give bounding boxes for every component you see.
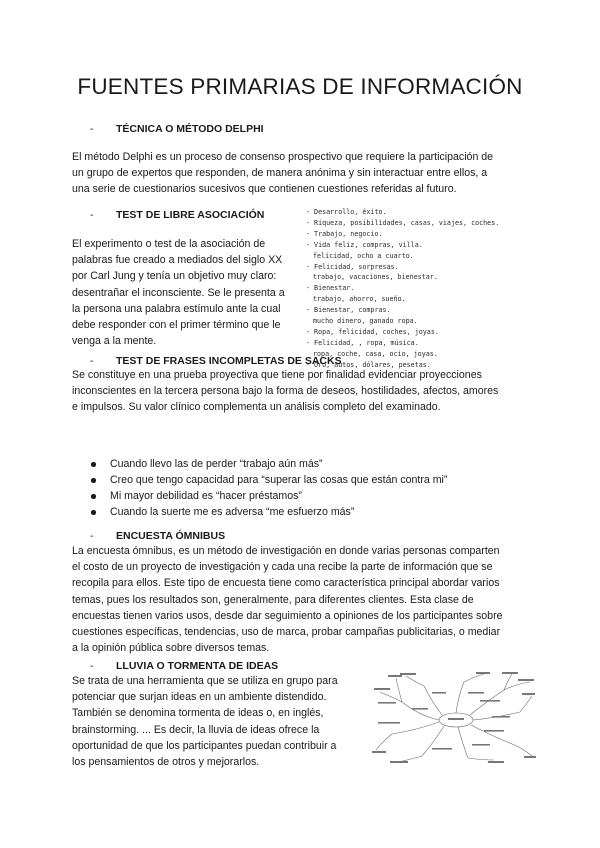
heading-text: TEST DE FRASES INCOMPLETAS DE SACKS: [116, 355, 342, 367]
text-line: por Carl Jung y tenía un objetivo muy claro:: [72, 270, 277, 283]
section-heading-delphi: [90, 123, 264, 135]
list-item: Cuando llevo las de perder “trabajo aún más”: [90, 456, 510, 472]
text-line: una serie de cuestionarios sucesivos que contienen cuestiones referidas al futuro.: [72, 183, 457, 196]
word-list-line: - Felicidad, sorpresas.: [306, 262, 399, 271]
section-heading-sacks: [90, 355, 342, 367]
text-line: cuestiones específicas, tendencias, uso de marca, probar campañas publicitarias, o mediar: [72, 626, 501, 639]
word-list-line: - Riqueza, posibilidades, casas, viajes, coches.: [306, 218, 500, 227]
text-line: Se constituye en una prueba proyectiva que tiene por finalidad evidenciar proyecciones: [72, 369, 482, 381]
text-line: la persona una palabra estímulo ante la cual: [72, 302, 281, 315]
section-heading-lluvia: [90, 660, 278, 672]
text-line: los pensamientos de otros y mejorarlos.: [72, 756, 260, 769]
word-list-line: - Ropa, felicidad, coches, joyas.: [306, 327, 439, 336]
brainstorm-mindmap-image: [372, 672, 536, 764]
text-line: recopila para ellos. Este tipo de encuesta tiene como característica principal abordar varios: [72, 577, 500, 590]
text-line: También se denomina tormenta de ideas o, en inglés,: [72, 707, 324, 720]
sacks-paragraph: [72, 367, 529, 416]
lluvia-paragraph: [72, 673, 362, 770]
word-list-line: - Vida feliz, compras, villa.: [306, 240, 423, 249]
word-list-line: - Felicidad, , ropa, música.: [306, 338, 419, 347]
text-line: La encuesta ómnibus, es un método de investigación en donde varias personas comparten: [72, 545, 500, 557]
libre-asociacion-paragraph: [72, 236, 298, 349]
heading-text: ENCUESTA ÓMNIBUS: [116, 530, 226, 542]
word-list-line: - Trabajo, negocio.: [306, 229, 383, 238]
text-line: desentrañar el inconsciente. Se le presenta a: [72, 286, 285, 299]
text-line: Se trata de una herramienta que se utiliza en grupo para: [72, 675, 338, 687]
text-line: El método Delphi es un proceso de consenso prospectivo que requiere la participación de: [72, 151, 494, 163]
list-item: Cuando la suerte me es adversa “me esfuerzo más”: [90, 504, 510, 520]
text-line: un grupo de expertos que responden, de manera anónima y sin interactuar entre ellos, a: [72, 167, 488, 180]
text-line: el costo de un proyecto de investigación y cada una recibe la parte de información que se: [72, 561, 493, 574]
heading-text: TEST DE LIBRE ASOCIACIÓN: [116, 209, 265, 221]
text-line: venga a la mente.: [72, 335, 157, 348]
section-heading-omnibus: [90, 530, 225, 542]
text-line: oportunidad de que los participantes puedan contribuir a: [72, 739, 337, 752]
list-item: Mi mayor debilidad es “hacer préstamos”: [90, 488, 510, 504]
word-list-line: felicidad, ocho a cuarto.: [313, 251, 414, 260]
word-list-line: mucho dinero, ganado ropa.: [313, 317, 418, 326]
omnibus-paragraph: [72, 543, 529, 656]
sacks-examples-list: [90, 456, 510, 520]
delphi-paragraph: [72, 149, 529, 198]
word-list-line: trabajo, vacaciones, bienestar.: [313, 273, 438, 282]
text-line: brainstorming. ... Es decir, la lluvia de ideas ofrece la: [72, 723, 320, 736]
list-dash: -: [90, 355, 94, 367]
text-line: debe responder con el primer término que le: [72, 319, 281, 332]
list-item: Creo que tengo capacidad para “superar las cosas que están contra mi”: [90, 472, 510, 488]
page-title: FUENTES PRIMARIAS DE INFORMACIÓN: [77, 74, 523, 99]
text-line: El experimento o test de la asociación de: [72, 238, 266, 250]
word-list-line: ropa, coche, casa, ocio, joyas.: [313, 349, 438, 358]
list-dash: -: [90, 530, 94, 542]
word-list-line: - Oro, autos, dólares, pesetas.: [306, 360, 431, 369]
list-dash: -: [90, 660, 94, 672]
text-line: encuestas tienen varios usos, desde dar seguimiento a opiniones de los participantes sobre: [72, 609, 503, 622]
word-list-line: trabajo, ahorro, sueño.: [313, 295, 406, 304]
list-dash: -: [90, 123, 94, 135]
text-line: a la opinión pública sobre diversos temas.: [72, 642, 270, 655]
text-line: inconscientes en la tercera persona bajo la forma de deseos, hostilidades, afectos, amores: [72, 385, 499, 398]
text-line: temas, pues los resultados son, generalmente, para diferentes clientes. Esta clase de: [72, 593, 474, 606]
word-list-line: - Desarrollo, éxito.: [306, 208, 387, 216]
word-association-image: [306, 207, 538, 369]
section-heading-libre-asociacion: [90, 209, 264, 221]
text-line: palabras fue creado a mediados del siglo XX: [72, 254, 283, 267]
heading-text: TÉCNICA O MÉTODO DELPHI: [116, 123, 264, 135]
text-line: e impulsos. Su valor clínico complementa un análisis completo del examinado.: [72, 401, 441, 414]
heading-text: LLUVIA O TORMENTA DE IDEAS: [116, 660, 279, 672]
word-list-line: - Bienestar.: [306, 284, 355, 293]
text-line: potenciar que surjan ideas en un ambiente distendido.: [72, 691, 327, 704]
word-list-line: - Bienestar, compras.: [306, 306, 391, 315]
list-dash: -: [90, 209, 94, 221]
